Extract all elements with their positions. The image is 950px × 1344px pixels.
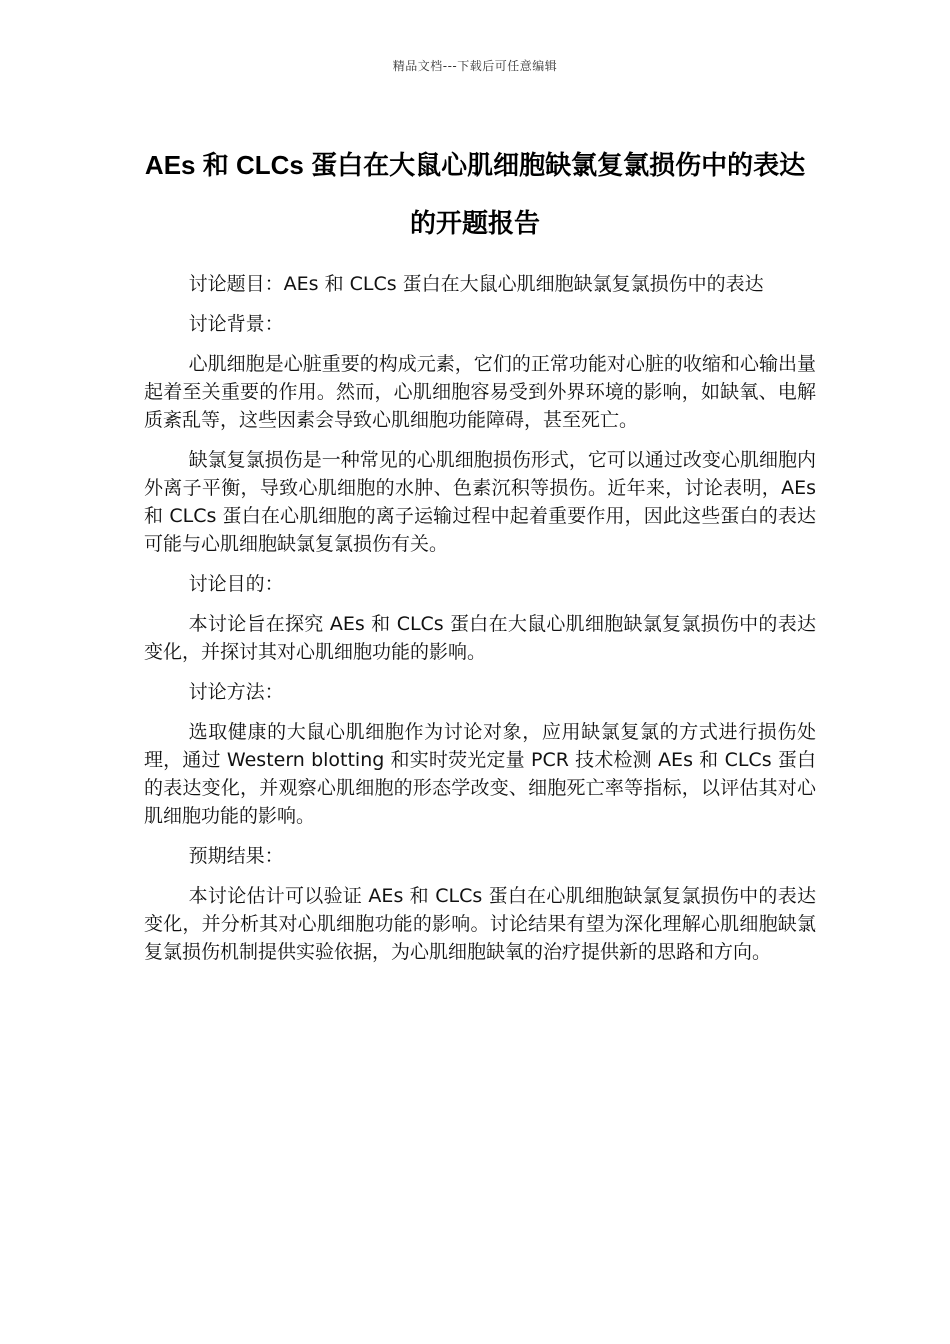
document-body	[144, 270, 816, 978]
heading-purpose: 讨论目的：	[188, 573, 284, 595]
document-title: AEs 和 CLCs 蛋白在大鼠心肌细胞缺氯复氯损伤中的表达的开题报告	[144, 150, 806, 238]
heading-background: 讨论背景：	[188, 313, 284, 335]
paragraph-methods: 选取健康的大鼠心肌细胞作为讨论对象，应用缺氯复氯的方式进行损伤处理，通过 Western blotting 和实时荧光定量 PCR 技术检测 AEs 和 CLCs 蛋白的表达变化，并观察心肌细胞的形态学改变、细胞死亡率等指标，以评估其对心肌细胞功能的影响。	[144, 721, 816, 827]
paragraph-purpose: 本讨论旨在探究 AEs 和 CLCs 蛋白在大鼠心肌细胞缺氯复氯损伤中的表达变化，并探讨其对心肌细胞功能的影响。	[144, 613, 816, 663]
paragraph-topic: 讨论题目：AEs 和 CLCs 蛋白在大鼠心肌细胞缺氯复氯损伤中的表达	[188, 273, 764, 295]
heading-expected-results: 预期结果：	[188, 845, 284, 867]
page-header: 精品文档---下载后可任意编辑	[392, 59, 558, 73]
paragraph-background-1: 心肌细胞是心脏重要的构成元素，它们的正常功能对心脏的收缩和心输出量起着至关重要的作用。然而，心肌细胞容易受到外界环境的影响，如缺氧、电解质紊乱等，这些因素会导致心肌细胞功能障碍，甚至死亡。	[144, 353, 816, 431]
paragraph-expected-results: 本讨论估计可以验证 AEs 和 CLCs 蛋白在心肌细胞缺氯复氯损伤中的表达变化，并分析其对心肌细胞功能的影响。讨论结果有望为深化理解心肌细胞缺氯复氯损伤机制提供实验依据，为心肌细胞缺氧的治疗提供新的思路和方向。	[144, 885, 816, 963]
paragraph-background-2: 缺氯复氯损伤是一种常见的心肌细胞损伤形式，它可以通过改变心肌细胞内外离子平衡，导致心肌细胞的水肿、色素沉积等损伤。近年来，讨论表明，AEs 和 CLCs 蛋白在心肌细胞的离子运输过程中起着重要作用，因此这些蛋白的表达可能与心肌细胞缺氯复氯损伤有关。	[144, 449, 816, 555]
heading-methods: 讨论方法：	[188, 681, 284, 703]
